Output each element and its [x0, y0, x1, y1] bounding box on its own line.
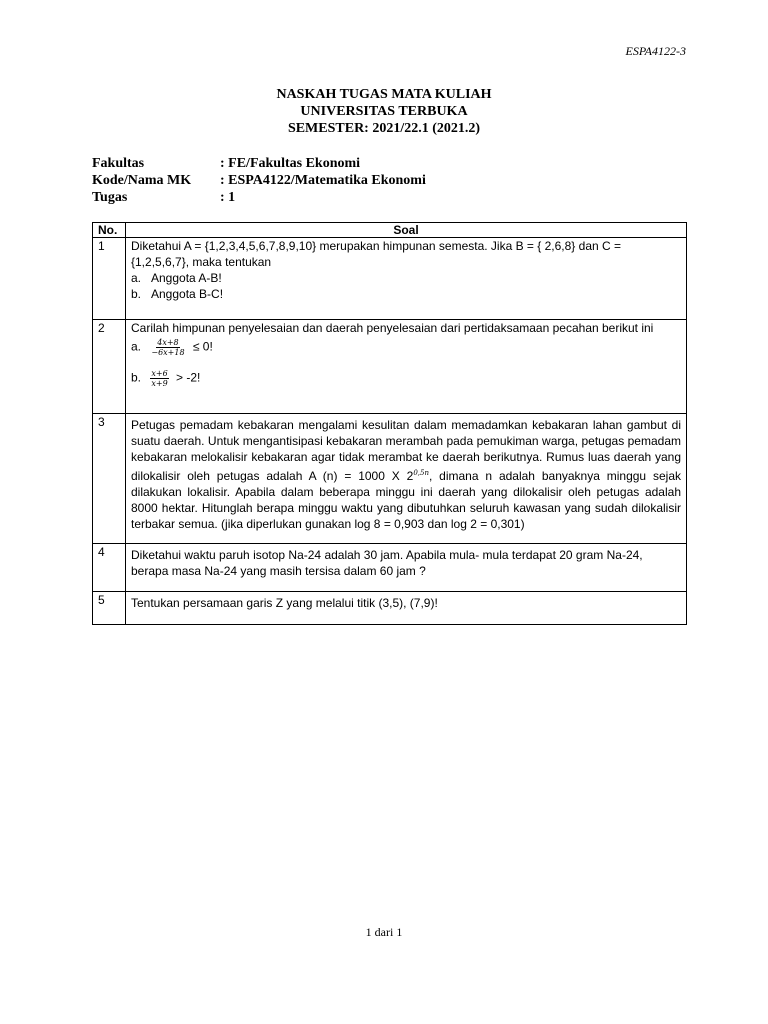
sub-item — [131, 270, 681, 286]
sub-label: b. — [131, 370, 142, 385]
meta-key: Kode/Nama MK — [92, 173, 192, 188]
sub-text: Anggota B-C! — [151, 287, 224, 301]
row-number: 5 — [93, 592, 126, 625]
table-row-5 — [93, 592, 687, 625]
row-number: 4 — [93, 544, 126, 592]
sub-label: a. — [131, 271, 142, 285]
meta-row-kode — [92, 172, 426, 189]
fraction — [150, 369, 168, 388]
meta-value: : 1 — [220, 190, 236, 205]
question-text: Diketahui waktu paruh isotop Na-24 adalah 30 jam. Apabila mula- mula terdapat 20 gram Na-24, berapa masa Na-24 yang masih tersisa dalam 60 jam ? — [131, 548, 643, 578]
question-cell — [126, 238, 687, 320]
meta-key: Tugas — [92, 190, 128, 205]
table-header-row — [93, 223, 687, 238]
document-title — [0, 86, 768, 137]
fraction-numerator: 4x+8 — [157, 338, 179, 347]
fraction — [150, 338, 185, 357]
meta-value: : FE/Fakultas Ekonomi — [220, 156, 361, 171]
row-number: 3 — [93, 414, 126, 544]
question-text: Tentukan persamaan garis Z yang melalui titik (3,5), (7,9)! — [131, 596, 438, 610]
title-line-2: UNIVERSITAS TERBUKA — [300, 104, 468, 119]
title-line-3: SEMESTER: 2021/22.1 (2021.2) — [287, 121, 481, 136]
question-text: Carilah himpunan penyelesaian dan daerah penyelesaian dari pertidaksamaan pecahan berikut ini — [131, 321, 654, 335]
table-row-3 — [93, 414, 687, 544]
question-cell — [126, 544, 687, 592]
document-code: ESPA4122-3 — [625, 44, 686, 58]
course-info — [92, 155, 426, 206]
fraction-denominator: −6x+18 — [151, 348, 185, 357]
question-text: Diketahui A = {1,2,3,4,5,6,7,8,9,10} merupakan himpunan semesta. Jika B = { 2,6,8} dan C = {1,2,5,6,7}, maka tentukan — [131, 239, 622, 269]
table-row-1 — [93, 238, 687, 320]
fraction-denominator: x+9 — [151, 379, 168, 388]
inequality-rest: ≤ 0! — [192, 339, 213, 354]
exponent: 0,5n — [413, 469, 429, 477]
table-row-2 — [93, 320, 687, 414]
meta-key: Fakultas — [92, 156, 145, 171]
title-line-1: NASKAH TUGAS MATA KULIAH — [276, 87, 492, 102]
fraction-numerator: x+6 — [151, 369, 168, 378]
row-number: 2 — [93, 320, 126, 414]
question-text: Petugas pemadam kebakaran mengalami kesulitan dalam memadamkan kebakaran lahan gambut di suatu daerah. Untuk mengantisipasi kebakaran merambah pada pemukiman warga, petugas pemadam kebakaran melokalisir kebakaran agar tidak merambat ke daerah berikutnya. Rumus luas daerah yang dilokalisir oleh petugas adalah A (n) = 1000 X 2 — [131, 418, 681, 483]
question-table — [92, 222, 687, 625]
sub-label: a. — [131, 339, 142, 354]
row-number: 1 — [93, 238, 126, 320]
sub-item-a — [131, 338, 681, 357]
inequality-rest: > -2! — [176, 370, 201, 385]
table-row-4 — [93, 544, 687, 592]
question-text-cont: , dimana n adalah banyaknya minggu sejak dilakukan lokalisir. Apabila dalam beberapa minggu ini daerah yang dilokalisir oleh petugas adalah 8000 hektar. Hitunglah berapa minggu waktu yang dibutuhkan seluruh kawasan yang sudah dilokalisir terbakar semua. (jika diperlukan gunakan log 8 = 0,903 dan log 2 = 0,301) — [131, 469, 681, 531]
header-soal: Soal — [126, 223, 687, 238]
question-cell — [126, 414, 687, 544]
meta-value: : ESPA4122/Matematika Ekonomi — [220, 173, 426, 188]
page-number: 1 dari 1 — [365, 925, 403, 939]
sub-item-b — [131, 369, 681, 388]
sub-item — [131, 286, 681, 302]
question-cell — [126, 320, 687, 414]
meta-row-tugas — [92, 189, 426, 206]
meta-row-fakultas — [92, 155, 426, 172]
header-no: No. — [93, 223, 126, 238]
question-cell — [126, 592, 687, 625]
sub-text: Anggota A-B! — [151, 271, 222, 285]
sub-label: b. — [131, 287, 142, 301]
